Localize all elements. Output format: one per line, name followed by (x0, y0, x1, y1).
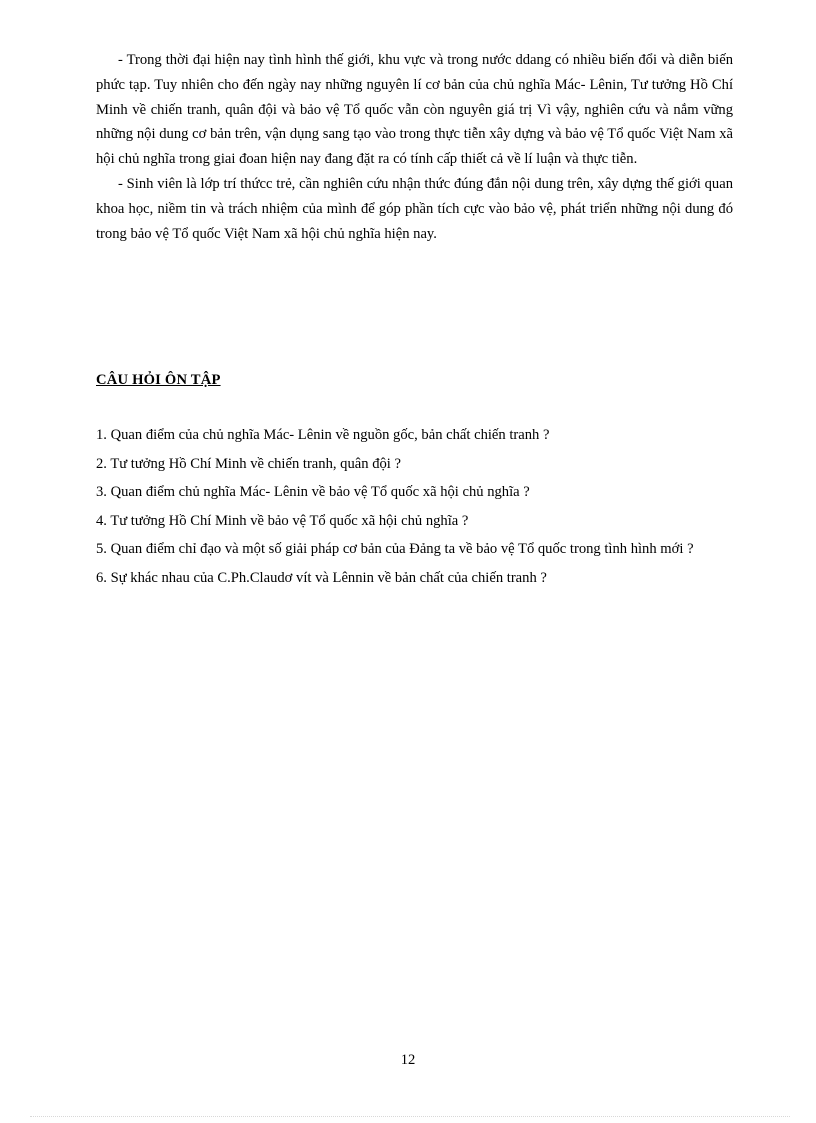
page-bottom-divider (30, 1116, 790, 1117)
paragraph-student-responsibility: - Sinh viên là lớp trí thứcc trẻ, cần nghiên cứu nhận thức đúng đắn nội dung trên, xây dựng thế giới quan khoa học, niềm tin và trách nhiệm của mình để góp phần tích cực vào bảo vệ, phát triển những nội dung đó trong bảo vệ Tổ quốc Việt Nam xã hội chủ nghĩa hiện nay. (96, 175, 733, 242)
page-number: 12 (400, 1052, 416, 1068)
question-3: 3. Quan điểm chủ nghĩa Mác- Lênin về bảo vệ Tổ quốc xã hội chủ nghĩa ? (96, 484, 530, 500)
paragraph-current-situation: - Trong thời đại hiện nay tình hình thế giới, khu vực và trong nước ddang có nhiều biến đổi và diễn biến phức tạp. Tuy nhiên cho đến ngày nay những nguyên lí cơ bản của chủ nghĩa Mác- Lênin, Tư tưởng Hồ Chí Minh về chiến tranh, quân đội và bảo vệ Tổ quốc vẫn còn nguyên giá trị Vì vậy, nghiên cứu và nắm vững những nội dung cơ bản trên, vận dụng sang tạo vào trong thực tiễn xây dựng và bảo vệ Tổ quốc Việt Nam xã hội chủ nghĩa trong giai đoan hiện nay đang đặt ra có tính cấp thiết cả về lí luận và thực tiễn. (96, 52, 733, 168)
question-1: 1. Quan điểm của chủ nghĩa Mác- Lênin về nguồn gốc, bản chất chiến tranh ? (96, 427, 550, 443)
body-text (96, 48, 733, 246)
review-questions-heading: CÂU HỎI ÔN TẬP (96, 372, 221, 388)
question-2: 2. Tư tưởng Hồ Chí Minh về chiến tranh, quân đội ? (96, 455, 401, 472)
question-5: 5. Quan điểm chỉ đạo và một số giải pháp cơ bản của Đảng ta về bảo vệ Tổ quốc trong tình hình mới ? (96, 541, 694, 557)
question-6: 6. Sự khác nhau của C.Ph.Claudơ vít và Lênnin về bản chất của chiến tranh ? (96, 569, 547, 586)
question-4: 4. Tư tưởng Hồ Chí Minh về bảo vệ Tổ quốc xã hội chủ nghĩa ? (96, 512, 469, 529)
review-questions-list (96, 421, 733, 592)
